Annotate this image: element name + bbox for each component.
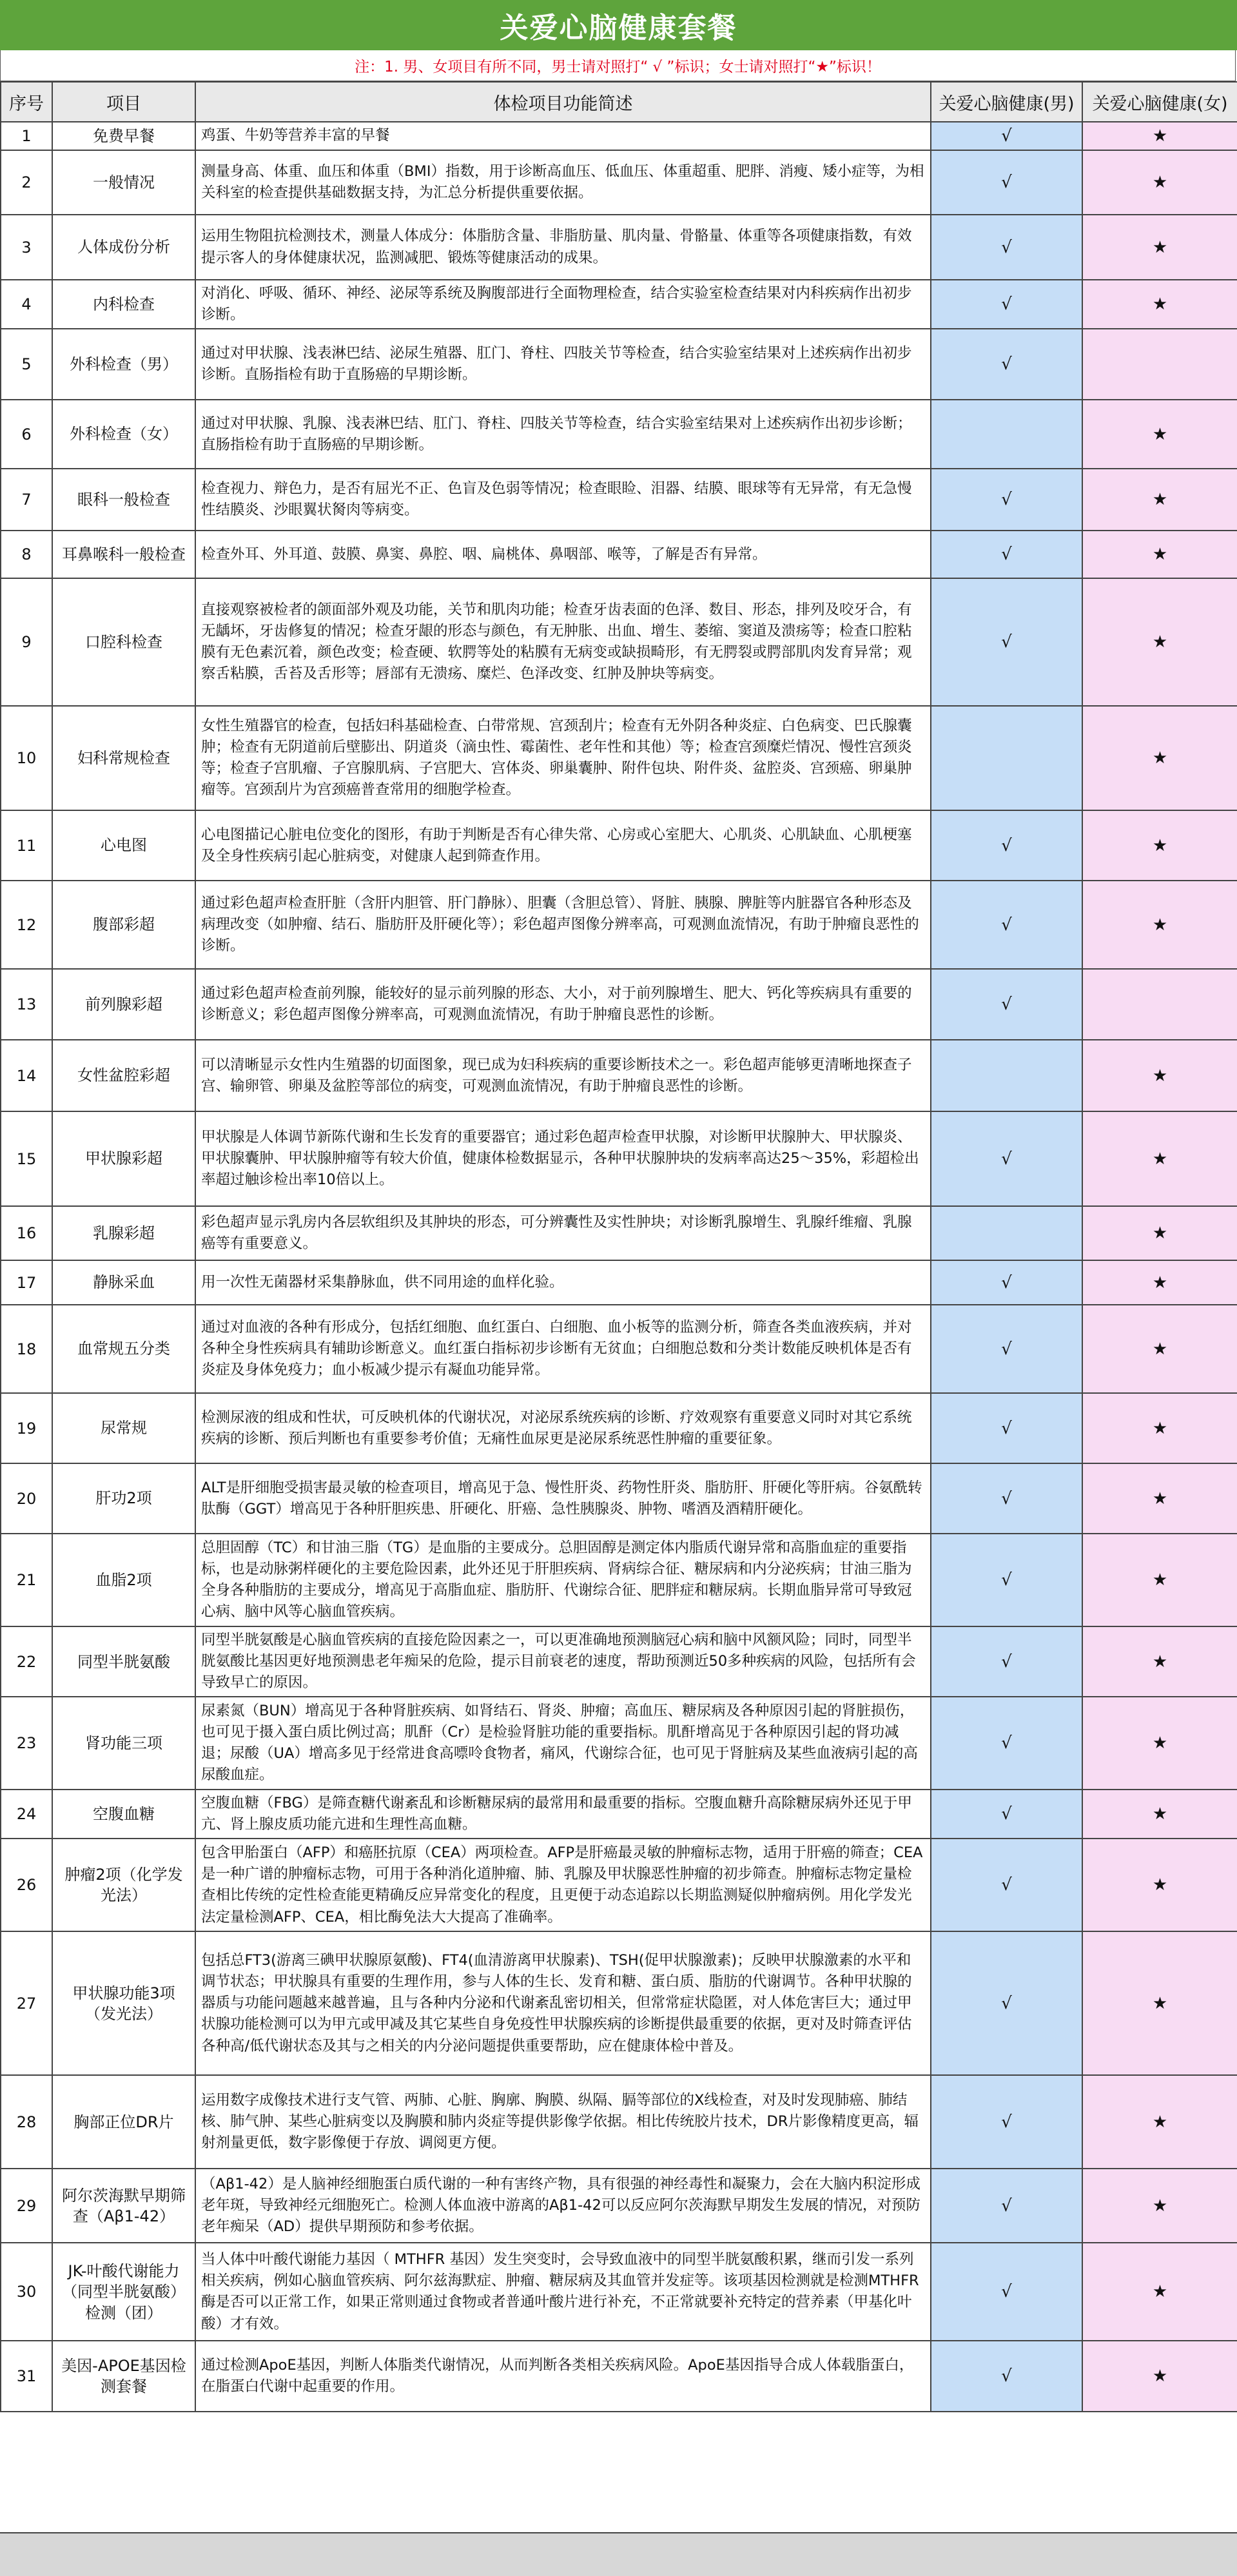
male-mark: √ xyxy=(931,1393,1082,1463)
female-mark: ★ xyxy=(1082,2075,1237,2169)
row-item: 静脉采血 xyxy=(52,1260,195,1305)
table-row xyxy=(1,1393,1237,1463)
table-row xyxy=(1,1305,1237,1393)
female-mark: ★ xyxy=(1082,810,1237,881)
male-mark: √ xyxy=(931,531,1082,578)
female-mark: ★ xyxy=(1082,1626,1237,1697)
row-description: 可以清晰显示女性内生殖器的切面图象，现已成为妇科疾病的重要诊断技术之一。彩色超声能够更清晰地探查子宫、输卵管、卵巢及盆腔等部位的病变，可观测血流情况，有助于肿瘤良恶性的诊断。 xyxy=(195,1040,931,1111)
female-mark: ★ xyxy=(1082,706,1237,810)
row-description: 总胆固醇（TC）和甘油三脂（TG）是血脂的主要成分。总胆固醇是测定体内脂质代谢异常和高脂血症的重要指标，也是动脉粥样硬化的主要危险因素，此外还见于肝胆疾病、肾病综合征、糖尿病和内分泌疾病；甘油三脂为全身各种脂肪的主要成分，增高见于高脂血症、脂肪肝、代谢综合征、肥胖症和糖尿病。长期血脂异常可导致冠心病、脑中风等心脑血管疾病。 xyxy=(195,1534,931,1626)
row-number: 9 xyxy=(1,578,52,706)
table-row xyxy=(1,2341,1237,2412)
row-item: 腹部彩超 xyxy=(52,881,195,969)
table-row xyxy=(1,329,1237,400)
table-row xyxy=(1,1111,1237,1206)
row-description: 测量身高、体重、血压和体重（BMI）指数，用于诊断高血压、低血压、体重超重、肥胖、消瘦、矮小症等，为相关科室的检查提供基础数据支持，为汇总分析提供重要依据。 xyxy=(195,150,931,215)
female-mark: ★ xyxy=(1082,1463,1237,1534)
table-row xyxy=(1,280,1237,329)
row-description: 包括总FT3(游离三碘甲状腺原氨酸)、FT4(血清游离甲状腺素)、TSH(促甲状腺激素)；反映甲状腺激素的水平和调节状态；甲状腺具有重要的生理作用，参与人体的生长、发育和糖、蛋白质、脂肪的代谢调节。各种甲状腺的器质与功能问题越来越普遍，且与各种内分泌和代谢紊乱密切相关，但常常症状隐匿，对人体危害巨大；通过甲状腺功能检测可以为甲亢或甲减及其它某些自身免疫性甲状腺疾病的诊断提供最重要的依据，更对及时筛查评估各种高/低代谢状态及其与之相关的内分泌问题提供重要帮助，应在健康体检中普及。 xyxy=(195,1931,931,2075)
female-mark: ★ xyxy=(1082,1697,1237,1790)
row-description: 心电图描记心脏电位变化的图形，有助于判断是否有心律失常、心房或心室肥大、心肌炎、心肌缺血、心肌梗塞及全身性疾病引起心脏病变，对健康人起到筛查作用。 xyxy=(195,810,931,881)
female-mark: ★ xyxy=(1082,578,1237,706)
row-description: （Aβ1-42）是人脑神经细胞蛋白质代谢的一种有害终产物，具有很强的神经毒性和凝聚力，会在大脑内积淀形成老年斑，导致神经元细胞死亡。检测人体血液中游离的Aβ1-42可以反应阿尔茨海默早期发生发展的情况，对预防老年痴呆（AD）提供早期预防和参考依据。 xyxy=(195,2169,931,2243)
table-row xyxy=(1,469,1237,531)
female-mark: ★ xyxy=(1082,400,1237,469)
row-item: 眼科一般检查 xyxy=(52,469,195,531)
row-description: 直接观察被检者的颌面部外观及功能，关节和肌肉功能；检查牙齿表面的色泽、数目、形态，排列及咬牙合，有无龋坏，牙齿修复的情况；检查牙龈的形态与颜色，有无肿胀、出血、增生、萎缩、窦道及溃疡等；检查口腔粘膜有无色素沉着，颜色改变；检查硬、软腭等处的粘膜有无病变或缺损畸形，有无腭裂或腭部肌肉发育异常；观察舌粘膜，舌苔及舌形等；唇部有无溃疡、糜烂、色泽改变、红肿及肿块等病变。 xyxy=(195,578,931,706)
row-number: 2 xyxy=(1,150,52,215)
female-mark: ★ xyxy=(1082,1790,1237,1839)
row-number: 11 xyxy=(1,810,52,881)
female-mark: ★ xyxy=(1082,1111,1237,1206)
male-mark: √ xyxy=(931,1534,1082,1626)
row-item: 耳鼻喉科一般检查 xyxy=(52,531,195,578)
row-number: 13 xyxy=(1,969,52,1040)
table-row xyxy=(1,1260,1237,1305)
male-mark: √ xyxy=(931,1463,1082,1534)
row-description: 检查外耳、外耳道、鼓膜、鼻窦、鼻腔、咽、扁桃体、鼻咽部、喉等，了解是否有异常。 xyxy=(195,531,931,578)
table-row xyxy=(1,810,1237,881)
row-description: 空腹血糖（FBG）是筛查糖代谢紊乱和诊断糖尿病的最常用和最重要的指标。空腹血糖升高除糖尿病外还见于甲亢、肾上腺皮质功能亢进和生理性高血糖。 xyxy=(195,1790,931,1839)
row-number: 23 xyxy=(1,1697,52,1790)
male-mark: √ xyxy=(931,1111,1082,1206)
row-number: 29 xyxy=(1,2169,52,2243)
footer-bar xyxy=(0,2532,1237,2576)
male-mark: √ xyxy=(931,578,1082,706)
row-item: 阿尔茨海默早期筛查（Aβ1-42） xyxy=(52,2169,195,2243)
row-number: 4 xyxy=(1,280,52,329)
table-row xyxy=(1,2075,1237,2169)
row-number: 21 xyxy=(1,1534,52,1626)
row-number: 1 xyxy=(1,122,52,150)
header-male-package: 关爱心脑健康(男) xyxy=(931,82,1082,122)
row-number: 30 xyxy=(1,2243,52,2341)
male-mark: √ xyxy=(931,1697,1082,1790)
row-number: 18 xyxy=(1,1305,52,1393)
table-row xyxy=(1,1839,1237,1931)
female-mark: ★ xyxy=(1082,150,1237,215)
male-mark: √ xyxy=(931,2169,1082,2243)
female-mark: ★ xyxy=(1082,531,1237,578)
row-number: 10 xyxy=(1,706,52,810)
row-item: 内科检查 xyxy=(52,280,195,329)
row-number: 26 xyxy=(1,1839,52,1931)
row-item: 外科检查（男） xyxy=(52,329,195,400)
row-item: 妇科常规检查 xyxy=(52,706,195,810)
row-number: 3 xyxy=(1,215,52,280)
female-mark: ★ xyxy=(1082,2243,1237,2341)
table-row xyxy=(1,578,1237,706)
female-mark: ★ xyxy=(1082,122,1237,150)
row-description: 运用生物阻抗检测技术，测量人体成分：体脂肪含量、非脂肪量、肌肉量、骨骼量、体重等各项健康指数，有效提示客人的身体健康状况，监测减肥、锻炼等健康活动的成果。 xyxy=(195,215,931,280)
row-number: 8 xyxy=(1,531,52,578)
male-mark: √ xyxy=(931,469,1082,531)
male-mark: √ xyxy=(931,329,1082,400)
male-mark: √ xyxy=(931,1790,1082,1839)
female-mark xyxy=(1082,969,1237,1040)
female-mark: ★ xyxy=(1082,280,1237,329)
row-item: 血脂2项 xyxy=(52,1534,195,1626)
row-item: 胸部正位DR片 xyxy=(52,2075,195,2169)
row-number: 31 xyxy=(1,2341,52,2412)
male-mark: √ xyxy=(931,2075,1082,2169)
row-description: 鸡蛋、牛奶等营养丰富的早餐 xyxy=(195,122,931,150)
header-female-package: 关爱心脑健康(女) xyxy=(1082,82,1237,122)
page-title: 关爱心脑健康套餐 xyxy=(0,0,1237,50)
table-row xyxy=(1,706,1237,810)
row-number: 6 xyxy=(1,400,52,469)
row-item: 甲状腺功能3项（发光法） xyxy=(52,1931,195,2075)
table-row xyxy=(1,122,1237,150)
male-mark: √ xyxy=(931,280,1082,329)
female-mark: ★ xyxy=(1082,2169,1237,2243)
row-item: 口腔科检查 xyxy=(52,578,195,706)
row-number: 19 xyxy=(1,1393,52,1463)
female-mark: ★ xyxy=(1082,215,1237,280)
row-number: 17 xyxy=(1,1260,52,1305)
row-description: 用一次性无菌器材采集静脉血，供不同用途的血样化验。 xyxy=(195,1260,931,1305)
male-mark xyxy=(931,1040,1082,1111)
female-mark: ★ xyxy=(1082,2341,1237,2412)
header-number: 序号 xyxy=(1,82,52,122)
row-description: 通过彩色超声检查前列腺，能较好的显示前列腺的形态、大小，对于前列腺增生、肥大、钙化等疾病具有重要的诊断意义；彩色超声图像分辨率高，可观测血流情况，有助于肿瘤良恶性的诊断。 xyxy=(195,969,931,1040)
row-description: 通过对甲状腺、乳腺、浅表淋巴结、肛门、脊柱、四肢关节等检查，结合实验室结果对上述疾病作出初步诊断；直肠指检有助于直肠癌的早期诊断。 xyxy=(195,400,931,469)
row-description: 彩色超声显示乳房内各层软组织及其肿块的形态，可分辨囊性及实性肿块；对诊断乳腺增生、乳腺纤维瘤、乳腺癌等有重要意义。 xyxy=(195,1206,931,1260)
row-number: 16 xyxy=(1,1206,52,1260)
row-item: 心电图 xyxy=(52,810,195,881)
row-item: 肾功能三项 xyxy=(52,1697,195,1790)
male-mark: √ xyxy=(931,1305,1082,1393)
row-description: 通过对甲状腺、浅表淋巴结、泌尿生殖器、肛门、脊柱、四肢关节等检查，结合实验室结果对上述疾病作出初步诊断。直肠指检有助于直肠癌的早期诊断。 xyxy=(195,329,931,400)
row-item: 外科检查（女） xyxy=(52,400,195,469)
female-mark: ★ xyxy=(1082,1534,1237,1626)
male-mark xyxy=(931,706,1082,810)
row-item: 甲状腺彩超 xyxy=(52,1111,195,1206)
row-number: 22 xyxy=(1,1626,52,1697)
row-item: 同型半胱氨酸 xyxy=(52,1626,195,1697)
row-number: 27 xyxy=(1,1931,52,2075)
row-number: 7 xyxy=(1,469,52,531)
row-description: 女性生殖器官的检查，包括妇科基础检查、白带常规、宫颈刮片；检查有无外阴各种炎症、白色病变、巴氏腺囊肿；检查有无阴道前后壁膨出、阴道炎（滴虫性、霉菌性、老年性和其他）等；检查宫颈糜烂情况、慢性宫颈炎等；检查子宫肌瘤、子宫腺肌病、子宫肥大、宫体炎、卵巢囊肿、附件包块、附件炎、盆腔炎、宫颈癌、卵巢肿瘤等。宫颈刮片为宫颈癌普查常用的细胞学检查。 xyxy=(195,706,931,810)
male-mark: √ xyxy=(931,969,1082,1040)
row-item: 美因-APOE基因检测套餐 xyxy=(52,2341,195,2412)
row-item: 女性盆腔彩超 xyxy=(52,1040,195,1111)
table-row xyxy=(1,150,1237,215)
male-mark: √ xyxy=(931,810,1082,881)
row-item: 血常规五分类 xyxy=(52,1305,195,1393)
header-description: 体检项目功能简述 xyxy=(195,82,931,122)
table-header-row xyxy=(1,82,1237,122)
row-number: 12 xyxy=(1,881,52,969)
row-description: 通过对血液的各种有形成分，包括红细胞、血红蛋白、白细胞、血小板等的监测分析，筛查各类血液疾病，并对各种全身性疾病具有辅助诊断意义。血红蛋白指标初步诊断有无贫血；白细胞总数和分类计数能反映机体是否有炎症及身体免疫力；血小板减少提示有凝血功能异常。 xyxy=(195,1305,931,1393)
row-description: 甲状腺是人体调节新陈代谢和生长发育的重要器官；通过彩色超声检查甲状腺，对诊断甲状腺肿大、甲状腺炎、甲状腺囊肿、甲状腺肿瘤等有较大价值，健康体检数据显示，各种甲状腺肿块的发病率高达25～35%，彩超检出率超过触诊检出率10倍以上。 xyxy=(195,1111,931,1206)
row-item: 免费早餐 xyxy=(52,122,195,150)
row-description: 检测尿液的组成和性状，可反映机体的代谢状况，对泌尿系统疾病的诊断、疗效观察有重要意义同时对其它系统疾病的诊断、预后判断也有重要参考价值；无痛性血尿更是泌尿系统恶性肿瘤的重要征象。 xyxy=(195,1393,931,1463)
row-description: 对消化、呼吸、循环、神经、泌尿等系统及胸腹部进行全面物理检查，结合实验室检查结果对内科疾病作出初步诊断。 xyxy=(195,280,931,329)
female-mark: ★ xyxy=(1082,1393,1237,1463)
row-item: JK-叶酸代谢能力（同型半胱氨酸）检测（团） xyxy=(52,2243,195,2341)
table-row xyxy=(1,400,1237,469)
male-mark: √ xyxy=(931,122,1082,150)
row-number: 5 xyxy=(1,329,52,400)
male-mark: √ xyxy=(931,2243,1082,2341)
female-mark: ★ xyxy=(1082,469,1237,531)
female-mark: ★ xyxy=(1082,1206,1237,1260)
row-description: 当人体中叶酸代谢能力基因（ MTHFR 基因）发生突变时，会导致血液中的同型半胱氨酸积累，继而引发一系列相关疾病，例如心脑血管疾病、阿尔兹海默症、肿瘤、糖尿病及其血管并发症等。该项基因检测就是检测MTHFR酶是否可以正常工作，如果正常则通过食物或者普通叶酸片进行补充，不正常就要补充特定的营养素（甲基化叶酸）才有效。 xyxy=(195,2243,931,2341)
male-mark xyxy=(931,1206,1082,1260)
table-row xyxy=(1,1697,1237,1790)
male-mark: √ xyxy=(931,1931,1082,2075)
table-row xyxy=(1,2243,1237,2341)
female-mark xyxy=(1082,329,1237,400)
row-description: 同型半胱氨酸是心脑血管疾病的直接危险因素之一，可以更准确地预测脑冠心病和脑中风额风险；同时，同型半胱氨酸比基因更好地预测患老年痴呆的危险，提示目前衰老的速度，帮助预测近50多种疾病的风险，包括所有会导致早亡的原因。 xyxy=(195,1626,931,1697)
row-description: 运用数字成像技术进行支气管、两肺、心脏、胸廓、胸膜、纵隔、膈等部位的X线检查，对及时发现肺癌、肺结核、肺气肿、某些心脏病变以及胸膜和肺内炎症等提供影像学依据。相比传统胶片技术，DR片影像精度更高，辐射剂量更低，数字影像便于存放、调阅更方便。 xyxy=(195,2075,931,2169)
table-row xyxy=(1,1040,1237,1111)
table-row xyxy=(1,215,1237,280)
exam-items-table xyxy=(0,81,1237,2412)
table-row xyxy=(1,969,1237,1040)
row-number: 24 xyxy=(1,1790,52,1839)
table-row xyxy=(1,1206,1237,1260)
female-mark: ★ xyxy=(1082,1839,1237,1931)
male-mark: √ xyxy=(931,1626,1082,1697)
male-mark: √ xyxy=(931,2341,1082,2412)
row-number: 28 xyxy=(1,2075,52,2169)
female-mark: ★ xyxy=(1082,1305,1237,1393)
row-item: 空腹血糖 xyxy=(52,1790,195,1839)
table-row xyxy=(1,2169,1237,2243)
male-mark: √ xyxy=(931,150,1082,215)
female-mark: ★ xyxy=(1082,1931,1237,2075)
table-row xyxy=(1,881,1237,969)
row-item: 一般情况 xyxy=(52,150,195,215)
row-description: 包含甲胎蛋白（AFP）和癌胚抗原（CEA）两项检查。AFP是肝癌最灵敏的肿瘤标志物，适用于肝癌的筛查；CEA是一种广谱的肿瘤标志物，可用于各种消化道肿瘤、肺、乳腺及甲状腺恶性肿瘤的初步筛查。肿瘤标志物定量检查相比传统的定性检查能更精确反应异常变化的程度，且更便于动态追踪以长期监测疑似肿瘤病例。用化学发光法定量检测AFP、CEA，相比酶免法大大提高了准确率。 xyxy=(195,1839,931,1931)
female-mark: ★ xyxy=(1082,1040,1237,1111)
row-item: 尿常规 xyxy=(52,1393,195,1463)
row-number: 20 xyxy=(1,1463,52,1534)
row-item: 人体成份分析 xyxy=(52,215,195,280)
table-row xyxy=(1,1626,1237,1697)
table-row xyxy=(1,531,1237,578)
row-item: 前列腺彩超 xyxy=(52,969,195,1040)
row-description: 通过检测ApoE基因，判断人体脂类代谢情况，从而判断各类相关疾病风险。ApoE基因指导合成人体载脂蛋白，在脂蛋白代谢中起重要的作用。 xyxy=(195,2341,931,2412)
male-mark: √ xyxy=(931,215,1082,280)
row-item: 乳腺彩超 xyxy=(52,1206,195,1260)
header-item: 项目 xyxy=(52,82,195,122)
female-mark: ★ xyxy=(1082,1260,1237,1305)
female-mark: ★ xyxy=(1082,881,1237,969)
row-number: 15 xyxy=(1,1111,52,1206)
row-item: 肝功2项 xyxy=(52,1463,195,1534)
row-description: 检查视力、辩色力，是否有屈光不正、色盲及色弱等情况；检查眼睑、泪器、结膜、眼球等有无异常，有无急慢性结膜炎、沙眼翼状胬肉等病变。 xyxy=(195,469,931,531)
male-mark: √ xyxy=(931,1260,1082,1305)
row-item: 肿瘤2项（化学发光法） xyxy=(52,1839,195,1931)
male-mark: √ xyxy=(931,881,1082,969)
male-mark: √ xyxy=(931,1839,1082,1931)
instruction-note: 注：1. 男、女项目有所不同，男士请对照打“ √ ”标识；女士请对照打“★”标识！ xyxy=(0,50,1236,81)
male-mark xyxy=(931,400,1082,469)
table-row xyxy=(1,1463,1237,1534)
table-row xyxy=(1,1931,1237,2075)
row-number: 14 xyxy=(1,1040,52,1111)
table-row xyxy=(1,1790,1237,1839)
row-description: 通过彩色超声检查肝脏（含肝内胆管、肝门静脉）、胆囊（含胆总管）、肾脏、胰腺、脾脏等内脏器官各种形态及病理改变（如肿瘤、结石、脂肪肝及肝硬化等）；彩色超声图像分辨率高，可观测血流情况，有助于肿瘤良恶性的诊断。 xyxy=(195,881,931,969)
row-description: ALT是肝细胞受损害最灵敏的检查项目，增高见于急、慢性肝炎、药物性肝炎、脂肪肝、肝硬化等肝病。谷氨酰转肽酶（GGT）增高见于各种肝胆疾患、肝硬化、肝癌、急性胰腺炎、肿物、嗜酒及酒精肝硬化。 xyxy=(195,1463,931,1534)
table-row xyxy=(1,1534,1237,1626)
row-description: 尿素氮（BUN）增高见于各种肾脏疾病、如肾结石、肾炎、肿瘤；高血压、糖尿病及各种原因引起的肾脏损伤，也可见于摄入蛋白质比例过高；肌酐（Cr）是检验肾脏功能的重要指标。肌酐增高见于各种原因引起的肾功减退；尿酸（UA）增高多见于经常进食高嘌呤食物者，痛风，代谢综合征，也可见于肾脏病及某些血液病引起的高尿酸血症。 xyxy=(195,1697,931,1790)
